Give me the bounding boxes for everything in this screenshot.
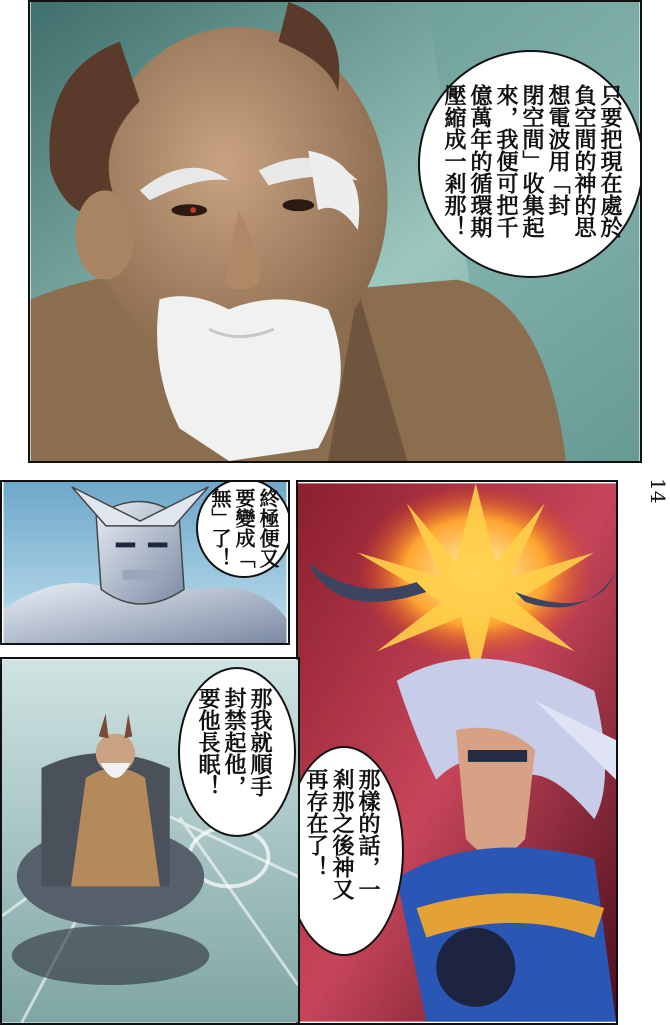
page-number: 14	[646, 478, 670, 504]
speech-text-armored: 終極便又 要變成「 無」了！	[208, 488, 280, 568]
panel-throne	[0, 657, 300, 1025]
speech-text-hero: 那樣的話，一 剎那之後神又 再存在了！	[303, 768, 380, 900]
speech-text-throne: 那我就順手 封禁起他， 要他長眠！	[195, 687, 272, 797]
panel-hero-flames	[296, 480, 618, 1025]
panel-armored-figure	[0, 480, 290, 645]
speech-text-elder: 只要把現在處於 負空間的神的思 想電波用「封 閉空間」收集起 來，我便可把千 億萬年的循環期 壓縮成一剎那！	[441, 84, 622, 238]
panel-elder-closeup	[28, 0, 642, 463]
